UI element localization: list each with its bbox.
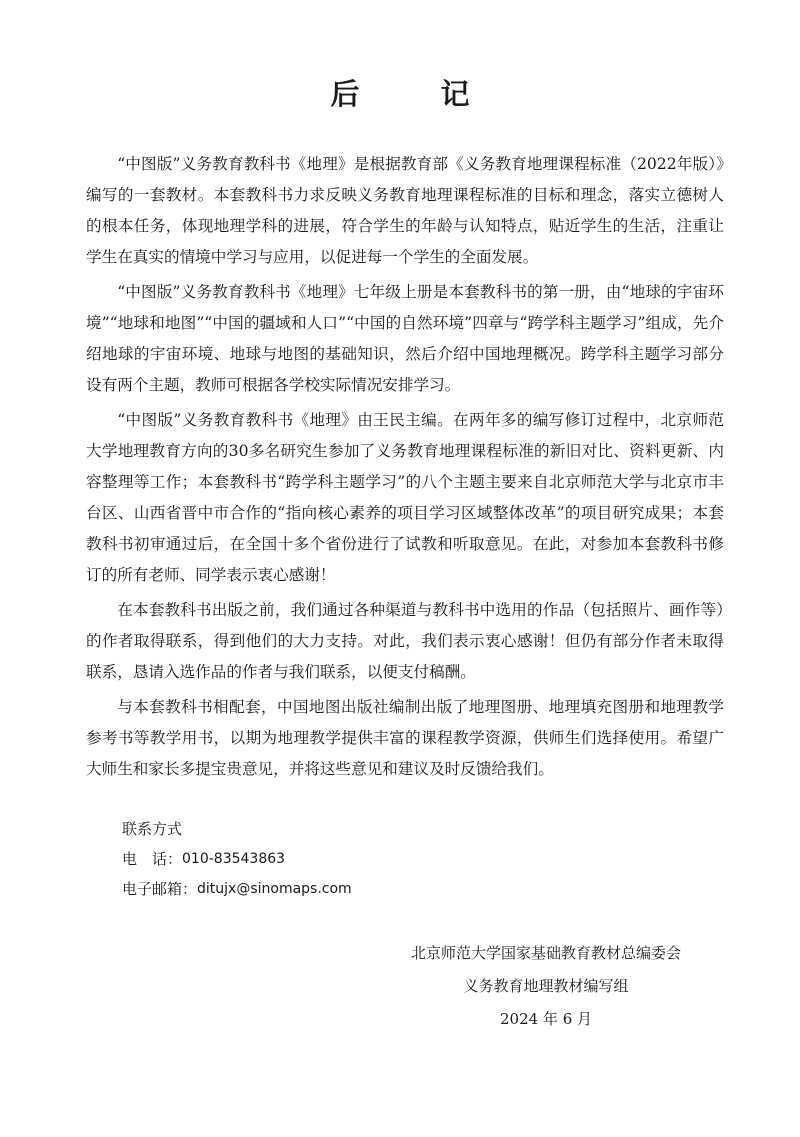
signature-date: 2024 年 6 月 [499, 1010, 593, 1028]
paragraph: 在本套教科书出版之前，我们通过各种渠道与教科书中选用的作品（包括照片、画作等）的作者取得联系，得到他们的大力支持。对此，我们表示衷心感谢！但仍有部分作者未取得联系，恳请入选作品的作者与我们联系，以便支付稿酬。 [86, 601, 724, 681]
paragraph: “中图版”义务教育教科书《地理》七年级上册是本套教科书的第一册，由“地球的宇宙环境”“地球和地图”“中国的疆域和人口”“中国的自然环境”四章与“跨学科主题学习”组成，先介绍地球的宇宙环境、地球与地图的基础知识，然后介绍中国地理概况。跨学科主题学习部分设有两个主题，教师可根据各学校实际情况安排学习。 [86, 283, 724, 394]
email-address: ditujx@sinomaps.com [197, 881, 352, 897]
contact-heading [122, 814, 352, 844]
contact-heading-text: 联系方式 [122, 820, 183, 838]
paragraph: 与本套教科书相配套，中国地图出版社编制出版了地理图册、地理填充图册和地理教学参考书等教学用书，以期为地理教学提供丰富的课程教学资源，供师生们选择使用。希望广大师生和家长多提宝贵意见，并将这些意见和建议及时反馈给我们。 [86, 698, 724, 778]
signature-block [392, 937, 700, 1036]
contact-block [122, 814, 352, 904]
phone-row [122, 844, 352, 874]
phone-number: 010-83543863 [182, 851, 286, 867]
page-title: 后 记 [330, 77, 496, 111]
afterword-body [86, 149, 724, 789]
email-row [122, 874, 352, 904]
email-label: 电子邮箱： [122, 880, 198, 898]
signature-org: 北京师范大学国家基础教育教材总编委会 [410, 944, 681, 962]
paragraph: “中图版”义务教育教科书《地理》由王民主编。在两年多的编写修订过程中，北京师范大学地理教育方向的30多名研究生参加了义务教育地理课程标准的新旧对比、资料更新、内容整理等工作；本套教科书“跨学科主题学习”的八个主题主要来自北京师范大学与北京市丰台区、山西省晋中市合作的“指向核心素养的项目学习区域整体改革”的项目研究成果；本套教科书初审通过后，在全国十多个省份进行了试教和听取意见。在此，对参加本套教科书修订的所有老师、同学表示衷心感谢！ [86, 411, 724, 584]
phone-label: 电 话： [122, 850, 183, 868]
paragraph: “中图版”义务教育教科书《地理》是根据教育部《义务教育地理课程标准（2022年版）》编写的一套教材。本套教科书力求反映义务教育地理课程标准的目标和理念，落实立德树人的根本任务，体现地理学科的进展，符合学生的年龄与认知特点，贴近学生的生活，注重让学生在真实的情境中学习与应用，以促进每一个学生的全面发展。 [86, 155, 724, 266]
signature-group: 义务教育地理教材编写组 [463, 977, 629, 995]
